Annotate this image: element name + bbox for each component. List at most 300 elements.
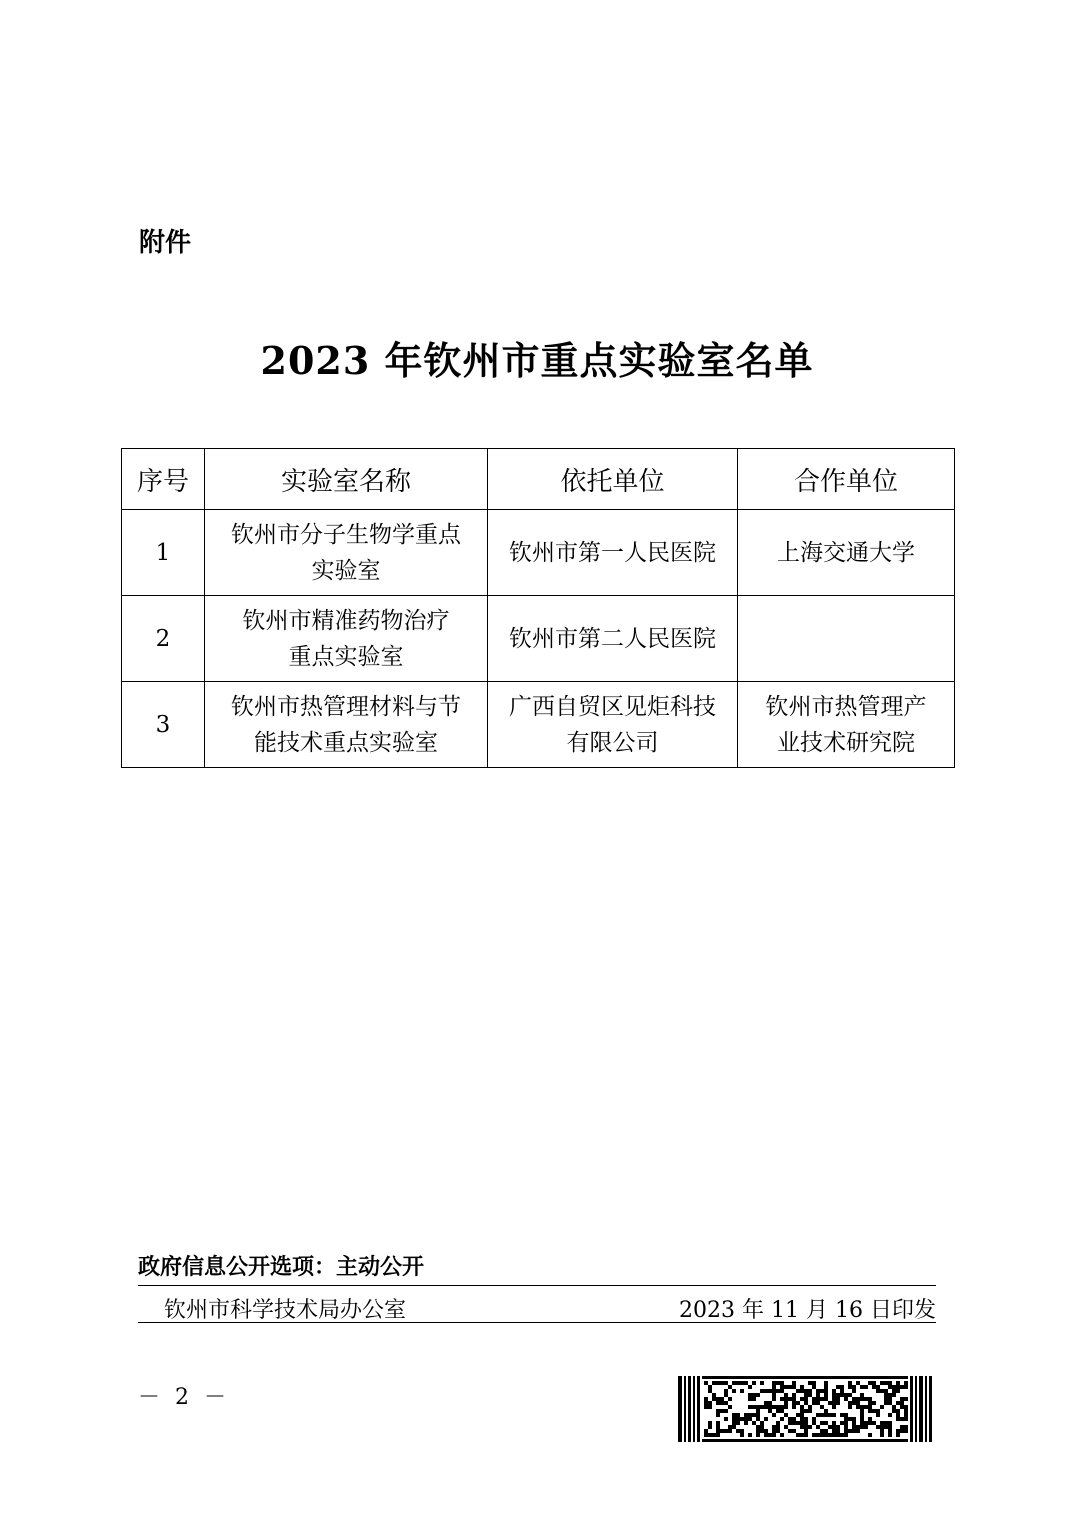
disclosure-line — [138, 1250, 936, 1286]
barcode-module — [816, 1401, 820, 1405]
barcode-module — [800, 1409, 804, 1413]
barcode-module — [832, 1397, 836, 1401]
barcode-module — [900, 1405, 904, 1409]
barcode-module — [872, 1381, 876, 1385]
barcode-module — [720, 1409, 724, 1413]
barcode-module — [900, 1417, 904, 1421]
barcode-module — [732, 1425, 736, 1429]
barcode-module — [848, 1405, 852, 1409]
barcode-module — [868, 1401, 872, 1405]
barcode-module — [852, 1385, 856, 1389]
barcode-module — [900, 1429, 904, 1433]
barcode-module — [812, 1433, 816, 1437]
barcode-module — [880, 1429, 884, 1433]
barcode-module — [900, 1397, 904, 1401]
barcode-module — [716, 1429, 720, 1433]
barcode-module — [716, 1409, 720, 1413]
barcode-module — [816, 1397, 820, 1401]
barcode-module — [848, 1417, 852, 1421]
host-unit-line: 广西自贸区见炬科技 — [509, 693, 716, 720]
barcode-module — [712, 1397, 716, 1401]
table-row — [122, 682, 955, 768]
barcode-module — [780, 1385, 784, 1389]
barcode-module — [808, 1393, 812, 1397]
barcode-module — [760, 1429, 764, 1433]
partner-unit-line: 业技术研究院 — [777, 729, 915, 756]
barcode-module — [816, 1393, 820, 1397]
barcode-module — [844, 1397, 848, 1401]
barcode-module — [804, 1389, 808, 1393]
barcode-module — [764, 1433, 768, 1437]
barcode-module — [724, 1393, 728, 1397]
barcode-module — [896, 1417, 900, 1421]
barcode-module — [808, 1425, 812, 1429]
barcode-module — [900, 1385, 904, 1389]
barcode-module — [900, 1401, 904, 1405]
barcode-module — [756, 1413, 760, 1417]
barcode-module — [720, 1381, 724, 1385]
barcode-module — [740, 1429, 744, 1433]
table-row — [122, 596, 955, 682]
barcode-module — [904, 1409, 908, 1413]
barcode-module — [732, 1389, 736, 1393]
barcode-module — [772, 1385, 776, 1389]
barcode-module — [748, 1413, 752, 1417]
barcode-module — [868, 1381, 872, 1385]
barcode-module — [824, 1381, 828, 1385]
barcode-module — [800, 1385, 804, 1389]
barcode-module — [836, 1393, 840, 1397]
barcode-module — [728, 1385, 732, 1389]
barcode-module — [824, 1397, 828, 1401]
barcode-module — [772, 1381, 776, 1385]
barcode-module — [856, 1381, 860, 1385]
barcode-module — [764, 1417, 768, 1421]
barcode-module — [824, 1413, 828, 1417]
host-unit-line: 钦州市第二人民医院 — [509, 625, 716, 652]
print-date: 2023 年 11 月 16 日印发 — [679, 1298, 936, 1323]
barcode-module — [724, 1389, 728, 1393]
barcode-module — [816, 1413, 820, 1417]
barcode-module — [840, 1421, 844, 1425]
barcode-module — [836, 1425, 840, 1429]
barcode-module — [880, 1405, 884, 1409]
lab-name-line: 重点实验室 — [288, 643, 404, 670]
barcode-module — [720, 1397, 724, 1401]
barcode-module — [852, 1417, 856, 1421]
barcode-module — [860, 1413, 864, 1417]
barcode-module — [892, 1393, 896, 1397]
barcode-module — [800, 1425, 804, 1429]
barcode-module — [892, 1409, 896, 1413]
barcode-module — [744, 1413, 748, 1417]
barcode-module — [776, 1381, 780, 1385]
barcode-module — [876, 1409, 880, 1413]
barcode-module — [792, 1421, 796, 1425]
lab-name-line: 钦州市分子生物学重点 — [231, 521, 461, 548]
barcode-module — [768, 1401, 772, 1405]
barcode-module — [780, 1405, 784, 1409]
barcode-module — [820, 1397, 824, 1401]
barcode-module — [868, 1405, 872, 1409]
barcode-module — [788, 1397, 792, 1401]
cell-no: 2 — [122, 596, 205, 682]
barcode-module — [872, 1385, 876, 1389]
barcode-module — [804, 1417, 808, 1421]
barcode-module — [800, 1397, 804, 1401]
barcode-module — [872, 1401, 876, 1405]
barcode-module — [896, 1429, 900, 1433]
barcode-module — [736, 1381, 740, 1385]
barcode-module — [808, 1405, 812, 1409]
barcode-module — [708, 1401, 712, 1405]
barcode-module — [784, 1385, 788, 1389]
barcode-module — [844, 1429, 848, 1433]
barcode-module — [880, 1433, 884, 1437]
barcode-module — [748, 1417, 752, 1421]
barcode-module — [708, 1421, 712, 1425]
barcode-module — [784, 1401, 788, 1405]
barcode-module — [792, 1405, 796, 1409]
host-unit-line: 有限公司 — [566, 729, 659, 756]
barcode-module — [876, 1385, 880, 1389]
cell-partner-unit — [738, 596, 955, 682]
barcode-module — [776, 1405, 780, 1409]
barcode-module — [896, 1401, 900, 1405]
barcode-module — [712, 1393, 716, 1397]
barcode-module — [804, 1393, 808, 1397]
barcode-module — [704, 1397, 708, 1401]
barcode-module — [824, 1433, 828, 1437]
barcode-module — [816, 1425, 820, 1429]
barcode-frame-bar — [702, 1439, 908, 1442]
barcode-module — [844, 1425, 848, 1429]
barcode-module — [888, 1401, 892, 1405]
barcode-module — [832, 1433, 836, 1437]
barcode-module — [832, 1405, 836, 1409]
barcode-module — [844, 1413, 848, 1417]
barcode-module — [748, 1397, 752, 1401]
barcode-module — [748, 1385, 752, 1389]
barcode-module — [860, 1417, 864, 1421]
barcode-module — [840, 1393, 844, 1397]
barcode-module — [804, 1401, 808, 1405]
barcode-guard-bar — [688, 1376, 691, 1442]
cell-lab-name — [205, 510, 488, 596]
barcode-module — [776, 1409, 780, 1413]
barcode-module — [856, 1425, 860, 1429]
partner-unit-line: 钦州市热管理产 — [765, 693, 927, 720]
table-header-row — [122, 449, 955, 510]
barcode-module — [756, 1405, 760, 1409]
barcode-module — [780, 1433, 784, 1437]
barcode-module — [836, 1433, 840, 1437]
barcode-module — [724, 1381, 728, 1385]
lab-name-line: 钦州市精准药物治疗 — [242, 607, 450, 634]
barcode-module — [852, 1389, 856, 1393]
barcode-module — [792, 1393, 796, 1397]
barcode-module — [856, 1429, 860, 1433]
barcode-module — [864, 1421, 868, 1425]
barcode-module — [844, 1421, 848, 1425]
barcode-module — [796, 1389, 800, 1393]
barcode-module — [836, 1397, 840, 1401]
barcode-module — [740, 1433, 744, 1437]
barcode-module — [800, 1389, 804, 1393]
barcode-module — [744, 1417, 748, 1421]
barcode-guard-bar — [929, 1376, 932, 1442]
barcode-guard-bar — [697, 1376, 700, 1442]
barcode-module — [840, 1433, 844, 1437]
barcode-module — [820, 1405, 824, 1409]
barcode-module — [764, 1405, 768, 1409]
barcode-module — [884, 1421, 888, 1425]
barcode-module — [796, 1401, 800, 1405]
barcode-module — [904, 1413, 908, 1417]
barcode-module — [824, 1389, 828, 1393]
barcode-module — [756, 1393, 760, 1397]
barcode-module — [752, 1393, 756, 1397]
barcode-module — [728, 1397, 732, 1401]
barcode-module — [812, 1417, 816, 1421]
barcode-module — [820, 1429, 824, 1433]
barcode-module — [736, 1421, 740, 1425]
barcode-module — [820, 1433, 824, 1437]
barcode-module — [832, 1413, 836, 1417]
barcode-module — [752, 1413, 756, 1417]
barcode-module — [828, 1413, 832, 1417]
table-row — [122, 510, 955, 596]
barcode-module — [804, 1421, 808, 1425]
barcode-module — [708, 1405, 712, 1409]
barcode-module — [772, 1405, 776, 1409]
barcode-module — [756, 1429, 760, 1433]
barcode-module — [720, 1401, 724, 1405]
barcode-module — [820, 1389, 824, 1393]
barcode-module — [888, 1425, 892, 1429]
barcode-module — [772, 1433, 776, 1437]
barcode-module — [860, 1397, 864, 1401]
barcode-module — [860, 1385, 864, 1389]
barcode-module — [756, 1409, 760, 1413]
barcode-module — [828, 1433, 832, 1437]
barcode-module — [884, 1381, 888, 1385]
barcode-module — [800, 1405, 804, 1409]
barcode-module — [876, 1425, 880, 1429]
barcode-module — [780, 1409, 784, 1413]
barcode-module — [808, 1389, 812, 1393]
barcode-module — [820, 1413, 824, 1417]
barcode-module — [704, 1401, 708, 1405]
barcode-module — [824, 1393, 828, 1397]
cell-host-unit — [488, 682, 738, 768]
barcode-module — [716, 1397, 720, 1401]
barcode-module — [780, 1381, 784, 1385]
lab-name-line: 能技术重点实验室 — [254, 729, 438, 756]
barcode-module — [792, 1429, 796, 1433]
barcode-module — [904, 1429, 908, 1433]
cell-host-unit — [488, 510, 738, 596]
barcode-guard-bar — [925, 1376, 927, 1442]
barcode-module — [848, 1381, 852, 1385]
attachment-label: 附件 — [139, 228, 192, 258]
barcode-module — [800, 1417, 804, 1421]
barcode-guard-bar — [910, 1376, 913, 1442]
barcode-module — [896, 1389, 900, 1393]
barcode-module — [840, 1389, 844, 1393]
barcode-module — [888, 1429, 892, 1433]
barcode-module — [832, 1393, 836, 1397]
barcode-module — [816, 1389, 820, 1393]
barcode-module — [764, 1401, 768, 1405]
barcode-module — [860, 1409, 864, 1413]
barcode-module — [704, 1381, 708, 1385]
barcode-module — [864, 1425, 868, 1429]
partner-unit-line: 上海交通大学 — [777, 539, 915, 566]
lab-name-line: 实验室 — [311, 557, 381, 584]
issuing-office: 钦州市科学技术局办公室 — [164, 1298, 407, 1323]
cell-partner-unit — [738, 682, 955, 768]
barcode-module — [704, 1429, 708, 1433]
barcode-module — [760, 1405, 764, 1409]
barcode-guard-bar — [919, 1376, 923, 1442]
barcode-module — [896, 1381, 900, 1385]
barcode-module — [704, 1433, 708, 1437]
barcode-module — [888, 1381, 892, 1385]
barcode-module — [888, 1413, 892, 1417]
barcode-guard-bar — [684, 1376, 686, 1442]
barcode-module — [880, 1425, 884, 1429]
barcode-module — [784, 1413, 788, 1417]
barcode-module — [788, 1385, 792, 1389]
barcode-module — [780, 1389, 784, 1393]
barcode-frame-bar — [702, 1376, 908, 1379]
barcode-module — [740, 1389, 744, 1393]
barcode-module — [724, 1429, 728, 1433]
barcode-module — [884, 1389, 888, 1393]
barcode-module — [876, 1413, 880, 1417]
barcode-module — [780, 1397, 784, 1401]
barcode-module — [848, 1393, 852, 1397]
barcode-module — [852, 1401, 856, 1405]
barcode-module — [784, 1397, 788, 1401]
barcode-module — [812, 1381, 816, 1385]
barcode-module — [792, 1381, 796, 1385]
barcode-module — [708, 1433, 712, 1437]
barcode-module — [724, 1401, 728, 1405]
barcode-module — [904, 1397, 908, 1401]
barcode-module — [740, 1381, 744, 1385]
issuer-line — [138, 1293, 936, 1323]
barcode-module — [724, 1409, 728, 1413]
column-header-partner-unit: 合作单位 — [738, 449, 955, 510]
barcode-module — [752, 1421, 756, 1425]
barcode-module — [808, 1381, 812, 1385]
barcode-module — [780, 1417, 784, 1421]
barcode-module — [796, 1421, 800, 1425]
barcode-module — [804, 1397, 808, 1401]
column-header-lab-name: 实验室名称 — [205, 449, 488, 510]
cell-partner-unit — [738, 510, 955, 596]
barcode-module — [832, 1425, 836, 1429]
barcode-module — [788, 1421, 792, 1425]
barcode-module — [904, 1385, 908, 1389]
barcode-module — [720, 1429, 724, 1433]
barcode-module — [860, 1393, 864, 1397]
barcode-module — [748, 1393, 752, 1397]
column-header-host-unit: 依托单位 — [488, 449, 738, 510]
barcode-module — [832, 1429, 836, 1433]
barcode-module — [892, 1405, 896, 1409]
barcode-module — [748, 1405, 752, 1409]
barcode-module — [800, 1413, 804, 1417]
cell-no: 1 — [122, 510, 205, 596]
barcode-module — [788, 1429, 792, 1433]
barcode-module — [704, 1405, 708, 1409]
barcode-module — [880, 1421, 884, 1425]
barcode-module — [896, 1385, 900, 1389]
barcode-module — [820, 1421, 824, 1425]
barcode-guard-bar — [678, 1376, 682, 1442]
barcode-module — [784, 1405, 788, 1409]
barcode-module — [756, 1425, 760, 1429]
barcode-module — [844, 1417, 848, 1421]
barcode-module — [760, 1425, 764, 1429]
barcode-module — [776, 1425, 780, 1429]
barcode-module — [728, 1405, 732, 1409]
barcode-module — [708, 1389, 712, 1393]
barcode-module — [892, 1389, 896, 1393]
barcode-module — [852, 1397, 856, 1401]
barcode-module — [740, 1417, 744, 1421]
barcode-module — [892, 1385, 896, 1389]
barcode-module — [796, 1413, 800, 1417]
page-number: － 2 － — [138, 1385, 230, 1410]
barcode-module — [772, 1393, 776, 1397]
barcode-module — [884, 1393, 888, 1397]
barcode-module — [884, 1401, 888, 1405]
barcode-module — [904, 1425, 908, 1429]
barcode-module — [852, 1429, 856, 1433]
cell-no: 3 — [122, 682, 205, 768]
barcode-module — [840, 1385, 844, 1389]
barcode-guard-bar — [915, 1376, 917, 1442]
barcode-module — [768, 1409, 772, 1413]
barcode-module — [868, 1433, 872, 1437]
barcode-module — [728, 1425, 732, 1429]
barcode-module — [860, 1405, 864, 1409]
barcode-module — [836, 1401, 840, 1405]
barcode-module — [716, 1381, 720, 1385]
disclosure-label: 政府信息公开选项： — [138, 1255, 337, 1280]
barcode-2d-icon — [678, 1376, 932, 1442]
barcode-module — [884, 1425, 888, 1429]
barcode-module — [768, 1433, 772, 1437]
lab-name-line: 钦州市热管理材料与节 — [231, 693, 461, 720]
barcode-module — [800, 1433, 804, 1437]
barcode-module — [896, 1413, 900, 1417]
barcode-module — [792, 1401, 796, 1405]
barcode-module — [812, 1421, 816, 1425]
barcode-module — [864, 1385, 868, 1389]
barcode-module — [736, 1413, 740, 1417]
barcode-module — [788, 1417, 792, 1421]
barcode-module — [848, 1401, 852, 1405]
barcode-module — [888, 1393, 892, 1397]
barcode-module — [772, 1429, 776, 1433]
barcode-module — [868, 1421, 872, 1425]
barcode-module — [812, 1385, 816, 1389]
